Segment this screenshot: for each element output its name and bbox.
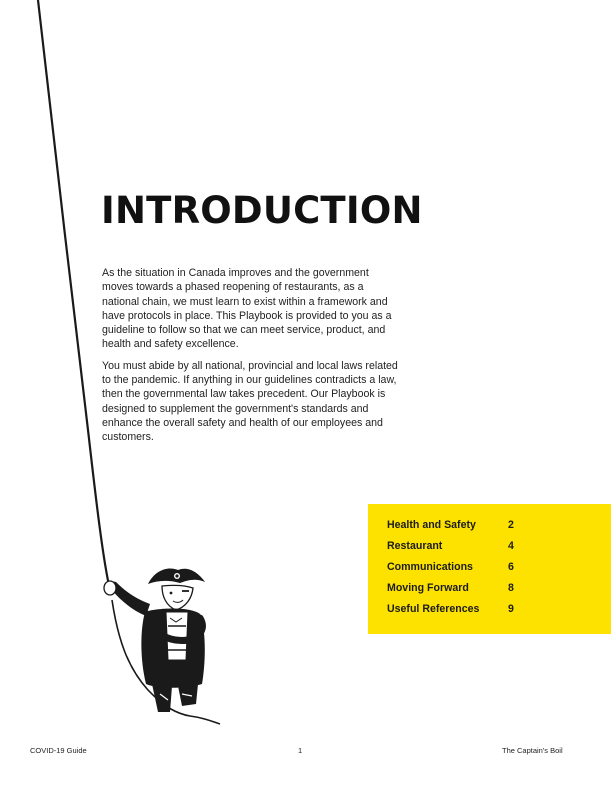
toc-item-label: Restaurant	[387, 540, 443, 552]
toc-item-health-and-safety[interactable]	[387, 519, 587, 533]
rope	[38, 0, 110, 590]
footer-page-number: 1	[298, 746, 303, 755]
intro-text	[102, 266, 402, 452]
toc-item-page: 9	[508, 603, 514, 615]
toc-item-moving-forward[interactable]	[387, 582, 587, 596]
pirate-captain-icon	[104, 569, 205, 712]
toc-item-restaurant[interactable]	[387, 540, 587, 554]
toc-item-label: Useful References	[387, 603, 480, 615]
toc-item-page: 8	[508, 582, 514, 594]
toc-item-label: Moving Forward	[387, 582, 469, 594]
table-of-contents	[368, 504, 611, 634]
toc-item-useful-references[interactable]	[387, 603, 587, 617]
toc-item-page: 6	[508, 561, 514, 573]
toc-item-communications[interactable]	[387, 561, 587, 575]
toc-item-label: Health and Safety	[387, 519, 476, 531]
footer-brand-name: The Captain's Boil	[502, 746, 563, 755]
toc-item-page: 2	[508, 519, 514, 531]
intro-paragraph: You must abide by all national, provincial and local laws related to the pandemic. If anything in our guidelines contradicts a law, then the governmental law takes precedent. Our Playbook is designed to supplement the government's standards and enhance the overall safety and health of our employees and customers.	[102, 359, 398, 444]
page-title: INTRODUCTION	[101, 189, 423, 232]
toc-item-page: 4	[508, 540, 514, 552]
toc-item-label: Communications	[387, 561, 473, 573]
footer-document-title: COVID-19 Guide	[30, 746, 87, 755]
intro-paragraph: As the situation in Canada improves and the government moves towards a phased reopening of restaurants, as a national chain, we must learn to exist within a framework and have protocols in place. This Playbook is provided to you as a guideline to follow so that we can meet service, product, and health and safety excellence.	[102, 267, 392, 351]
